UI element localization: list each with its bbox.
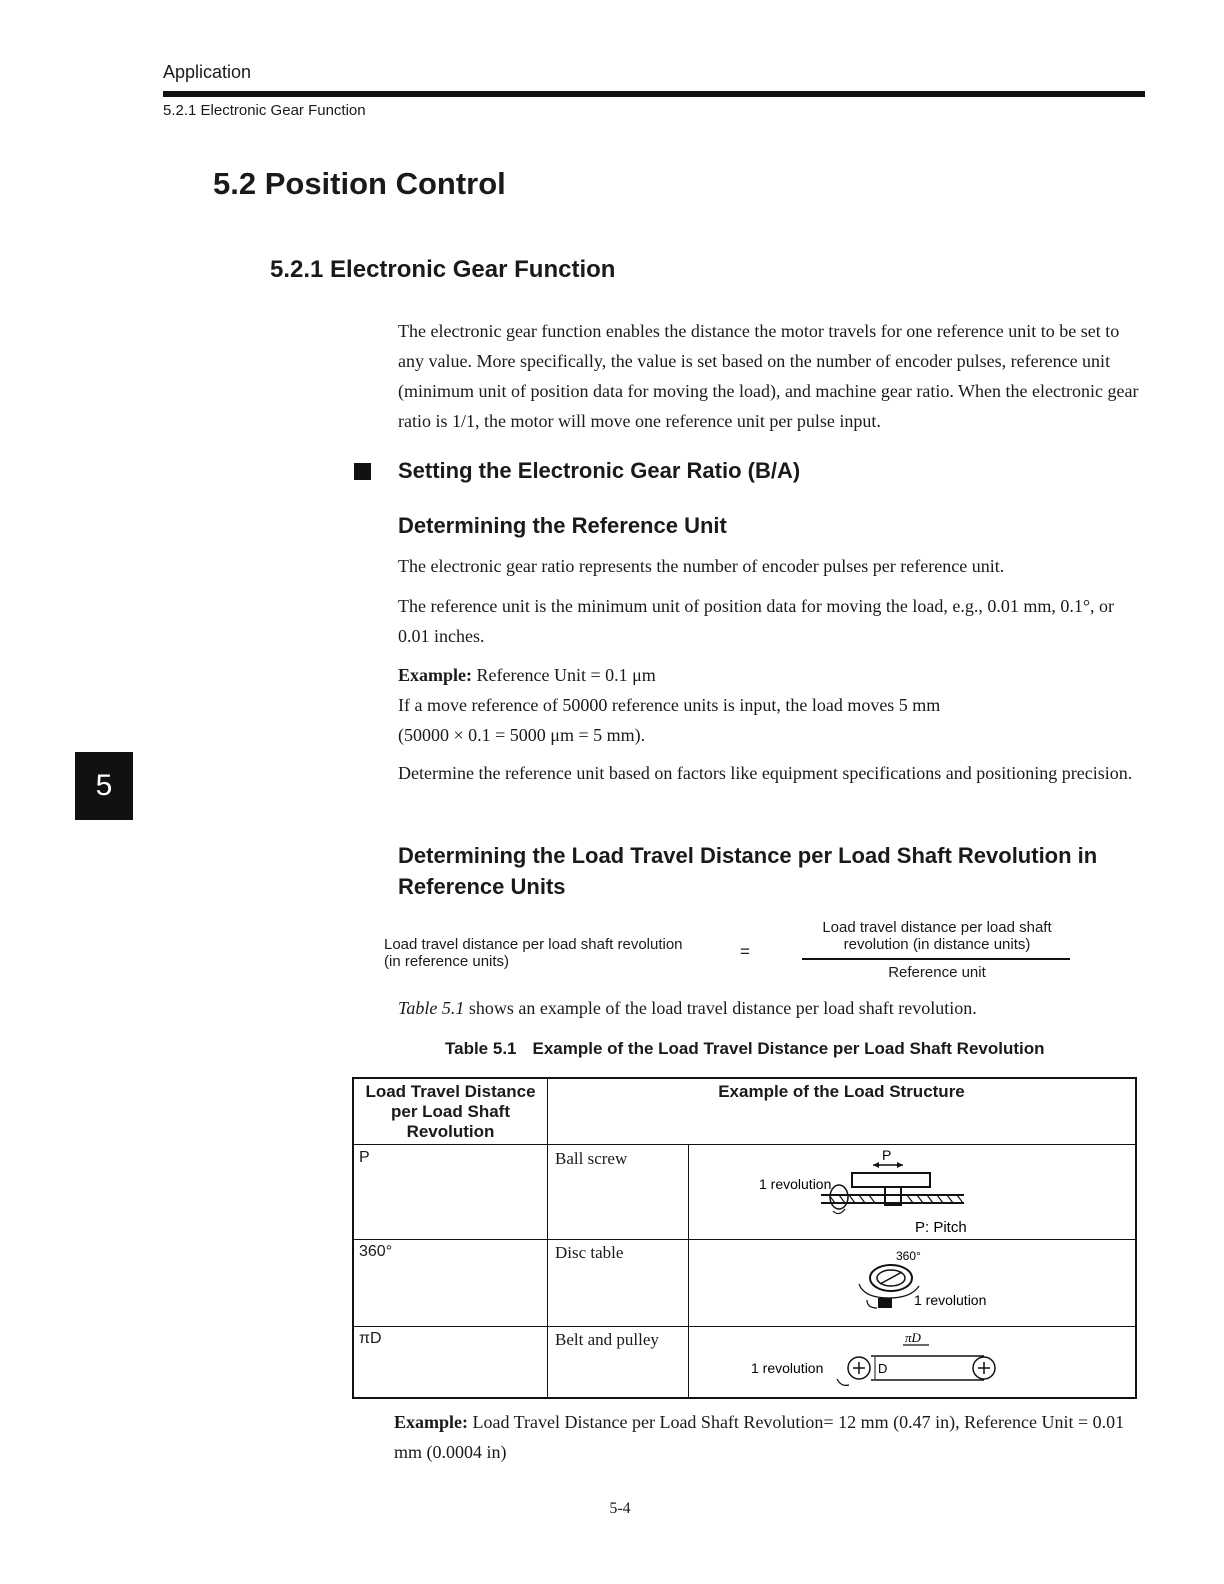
table-cell-structure: Disc table [555, 1243, 624, 1262]
example-line-2: If a move reference of 50000 reference units is input, the load moves 5 mm [398, 695, 941, 715]
gear-ratio-heading: Setting the Electronic Gear Ratio (B/A) [398, 458, 801, 483]
belt-pulley-diameter-label: D [878, 1361, 888, 1376]
table-col-divider [547, 1077, 548, 1399]
reference-unit-heading: Determining the Reference Unit [398, 513, 727, 538]
equation-numerator-line1: Load travel distance per load shaft [822, 919, 1052, 936]
example2-text: Load Travel Distance per Load Shaft Revolution= 12 mm (0.47 in), Reference Unit = 0.01 mm (0.0004 in) [394, 1412, 1125, 1462]
belt-pulley-revolution-label: 1 revolution [751, 1360, 824, 1376]
example-text: Reference Unit = 0.1 μm [472, 665, 656, 685]
equation-left [384, 936, 683, 970]
bullet-square-icon [354, 463, 371, 480]
table-caption-number: Table 5.1 [445, 1039, 517, 1058]
table-cell-structure: Ball screw [555, 1149, 628, 1168]
table-border-right [1135, 1077, 1137, 1399]
reference-unit-example [398, 660, 1140, 750]
disc-table-angle-symbol: 360° [896, 1249, 921, 1263]
example-label: Example: [398, 665, 472, 685]
table-cell-structure: Belt and pulley [555, 1330, 659, 1349]
equation-left-line1: Load travel distance per load shaft revolution [384, 936, 683, 953]
table-border-top [352, 1077, 1137, 1079]
ball-screw-diagram [689, 1145, 1135, 1239]
table-caption [445, 1039, 1045, 1059]
table-ref-rest: shows an example of the load travel distance per load shaft revolution. [464, 998, 977, 1018]
table-reference-paragraph [398, 993, 1140, 1023]
table-caption-title: Example of the Load Travel Distance per Load Shaft Revolution [532, 1039, 1045, 1058]
equation-fraction-bar [802, 958, 1070, 960]
table-header-distance-l2: per Load Shaft [390, 1102, 510, 1121]
example-line-3: (50000 × 0.1 = 5000 μm = 5 mm). [398, 725, 646, 745]
table-header-distance-l1: Load Travel Distance [365, 1082, 536, 1101]
ball-screw-pitch-symbol: P [882, 1147, 892, 1163]
section-title: 5.2 Position Control [213, 166, 506, 201]
equation-numerator [804, 919, 1070, 953]
disc-table-diagram [689, 1240, 1135, 1326]
determine-paragraph: Determine the reference unit based on factors like equipment specifications and positioning precision. [398, 763, 1133, 783]
table-cell-distance: πD [359, 1330, 382, 1347]
equation-left-line2: (in reference units) [384, 953, 510, 970]
equation-denominator: Reference unit [888, 964, 986, 981]
load-travel-example [394, 1407, 1140, 1467]
table-header-structure: Example of the Load Structure [718, 1082, 965, 1101]
table-header-distance-l3: Revolution [406, 1122, 495, 1141]
travel-distance-heading: Determining the Load Travel Distance per Load Shaft Revolution in Reference Units [398, 843, 1098, 899]
header-rule [163, 91, 1145, 97]
gear-ratio-paragraph: The electronic gear ratio represents the number of encoder pulses per reference unit. [398, 556, 1005, 576]
equation-equals-sign: = [740, 942, 750, 961]
example2-label: Example: [394, 1412, 468, 1432]
table-border-bottom [352, 1397, 1137, 1399]
subsection-title: 5.2.1 Electronic Gear Function [270, 256, 616, 283]
table-cell-distance: 360° [359, 1243, 393, 1260]
belt-pulley-circumference-symbol: πD [905, 1330, 921, 1345]
ball-screw-revolution-label: 1 revolution [759, 1176, 832, 1192]
reference-unit-paragraph: The reference unit is the minimum unit of position data for moving the load, e.g., 0.01 mm, 0.1°, or 0.01 inches. [398, 596, 1115, 646]
ball-screw-pitch-label: P: Pitch [915, 1219, 967, 1236]
disc-table-revolution-label: 1 revolution [914, 1292, 987, 1308]
table-ref-italic: Table 5.1 [398, 998, 465, 1018]
header-section-name: Application [163, 62, 252, 82]
load-travel-table [352, 1077, 1137, 1399]
equation-numerator-line2: revolution (in distance units) [843, 936, 1031, 953]
intro-paragraph: The electronic gear function enables the distance the motor travels for one reference unit to be set to any value. More specifically, the value is set based on the number of encoder pulses, reference unit (minimum unit of position data for moving the load), and machine gear ratio. When the electronic gear ratio is 1/1, the motor will move one reference unit per pulse input. [398, 321, 1139, 431]
chapter-tab: 5 [75, 752, 133, 820]
table-header-distance [354, 1082, 547, 1142]
page-number: 5-4 [609, 1500, 631, 1517]
belt-pulley-diagram [689, 1327, 1135, 1397]
header-subsection-ref: 5.2.1 Electronic Gear Function [163, 102, 366, 119]
table-cell-distance: P [359, 1149, 370, 1166]
